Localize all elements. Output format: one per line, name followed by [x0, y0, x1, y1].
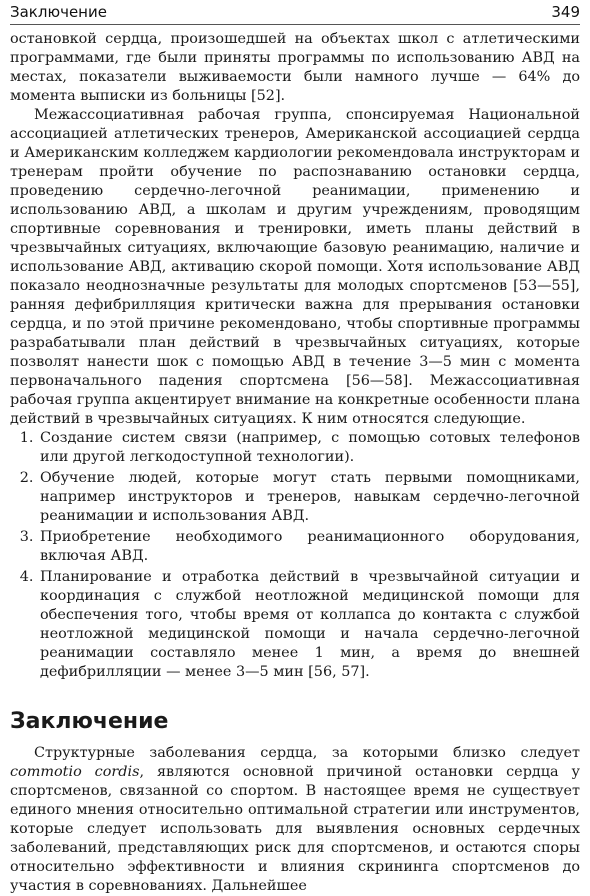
paragraph-text: , являются основной причиной остановки сердца у спортсменов, связанной со спортом. В настоящее время не существует единого мнения относительно оптимальной стратегии или инструментов, которые следует использовать для выявления основных сердечных заболеваний, представляющих риск для спортсменов, и остаются споры относительно эффективности и влияния скрининга спортсменов до участия в соревнованиях. Дальнейшее: [10, 764, 580, 894]
paragraph: остановкой сердца, произошедшей на объектах школ с атлетическими программами, где были приняты программы по использованию АВД на местах, показатели выживаемости были намного лучше — 64% до момента выписки из больницы [52].: [10, 31, 580, 104]
page-body: [10, 30, 580, 896]
paragraph: Межассоциативная рабочая группа, спонсируемая Национальной ассоциацией атлетических тренеров, Американской ассоциацией сердца и Американским колледжем кардиологии рекомендовала инструкторам и тренерам пройти обучение по распознаванию остановки сердца, проведению сердечно-легочной реанимации, применению и использованию АВД, а школам и другим учреждениям, проводящим спортивные соревнования и тренировки, иметь планы действий в чрезвычайных ситуациях, включающие базовую реанимацию, наличие и использование АВД, активацию скорой помощи. Хотя использование АВД показало неоднозначные результаты для молодых спортсменов [53—55], ранняя дефибрилляция критически важна для прерывания остановки сердца, и по этой причине рекомендовано, чтобы спортивные программы разрабатывали план действий в чрезвычайных ситуациях, которые позволят нанести шок с помощью АВД в течение 3—5 мин с момента первоначального падения спортсмена [56—58]. Межассоциативная рабочая группа акцентирует внимание на конкретные особенности плана действий в чрезвычайных ситуациях. К ним относятся следующие.: [10, 107, 580, 427]
section-heading: Заключение: [10, 709, 169, 734]
paragraph-text: Структурные заболевания сердца, за которыми близко следует: [34, 745, 580, 761]
page-number: 349: [551, 3, 580, 21]
list-item: 1. Создание систем связи (например, с помощью сотовых телефонов или другой легкодоступной технологии).: [38, 429, 580, 467]
latin-term: commotio cordis: [10, 764, 140, 780]
list-item: 2. Обучение людей, которые могут стать первыми помощниками, например инструкторов и тренеров, навыкам сердечно-легочной реанимации и использования АВД.: [38, 469, 580, 526]
list-item: 3. Приобретение необходимого реанимационного оборудования, включая АВД.: [38, 528, 580, 566]
running-header-title: Заключение: [10, 3, 107, 21]
paragraph: [10, 744, 580, 896]
numbered-list: [10, 429, 580, 682]
list-item: 4. Планирование и отработка действий в чрезвычайной ситуации и координация с службой неотложной медицинской помощи для обеспечения того, чтобы время от коллапса до контакта с службой неотложной медицинской помощи и начала сердечно-легочной реанимации составляло менее 1 мин, а время до внешней дефибрилляции — менее 3—5 мин [56, 57].: [38, 568, 580, 682]
running-header: [10, 0, 580, 25]
